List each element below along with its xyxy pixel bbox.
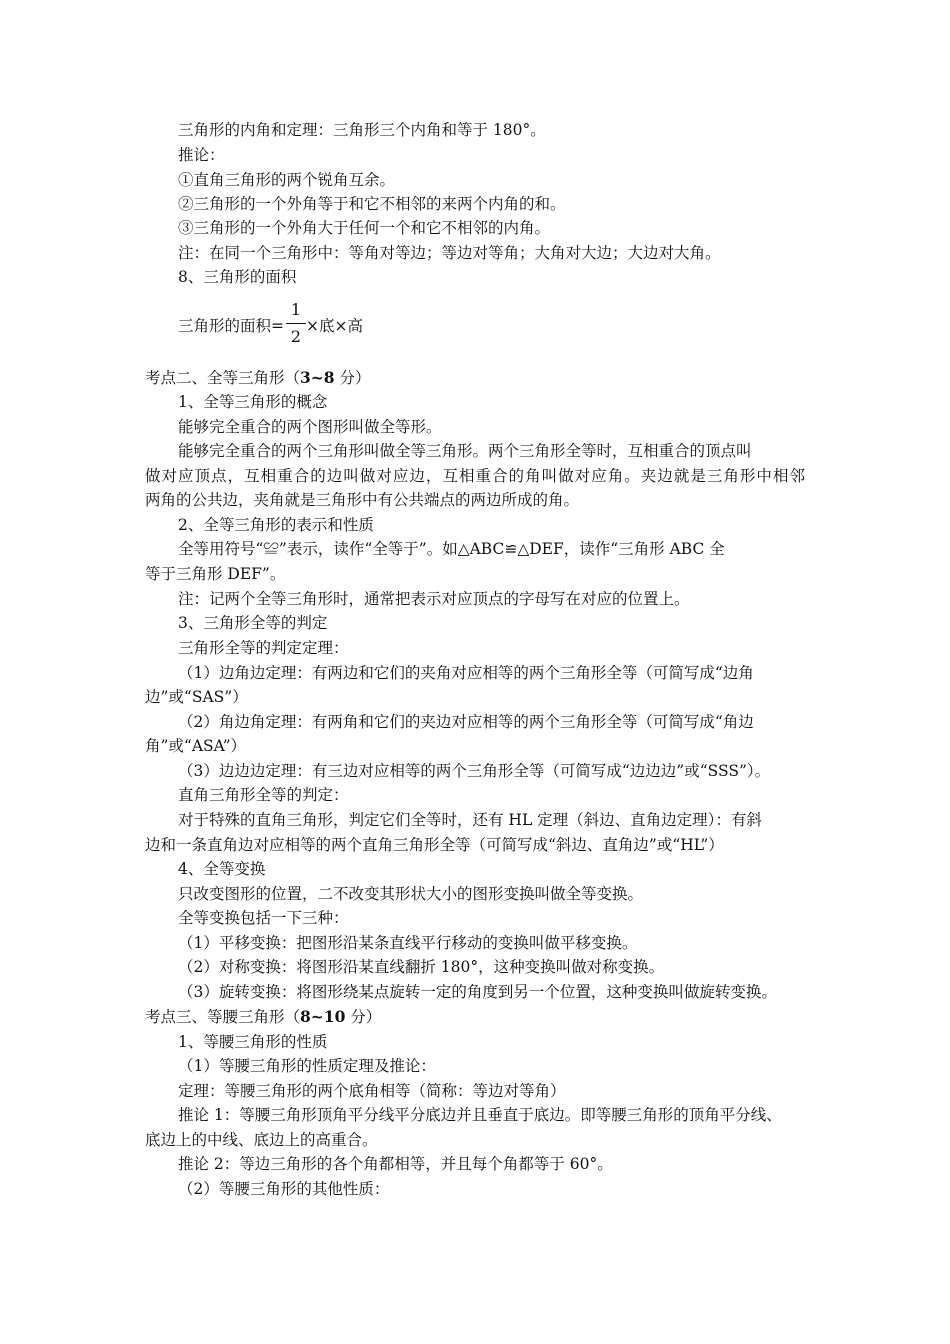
text-line: 4、全等变换 — [178, 860, 266, 878]
text-line: 角”或“ASA”） — [145, 737, 246, 755]
text-line: 对于特殊的直角三角形，判定它们全等时，还有 HL 定理（斜边、直角边定理）：有斜 — [178, 811, 762, 829]
text-line: 注：在同一个三角形中：等角对等边；等边对等角；大角对大边；大边对大角。 — [178, 244, 721, 262]
text-line: 1、全等三角形的概念 — [178, 393, 328, 411]
text-line: 2、全等三角形的表示和性质 — [178, 516, 374, 534]
text-line: 两角的公共边，夹角就是三角形中有公共端点的两边所成的角。 — [145, 491, 580, 509]
text-line: 边”或“SAS”） — [145, 688, 248, 706]
fraction-one-half — [286, 300, 306, 347]
text-line: 三角形全等的判定定理： — [178, 639, 349, 657]
text-line: 能够完全重合的两个图形叫做全等形。 — [178, 418, 442, 436]
section-heading-3: 考点三、等腰三角形（8~10 分） — [145, 1007, 382, 1026]
text-line: 能够完全重合的两个三角形叫做全等三角形。两个三角形全等时，互相重合的顶点叫 — [178, 442, 752, 460]
text-line: 边和一条直角边对应相等的两个直角三角形全等（可简写成“斜边、直角边”或“HL”） — [145, 836, 724, 854]
fraction-denominator: 2 — [290, 327, 302, 346]
text-line: （3）边边边定理：有三边对应相等的两个三角形全等（可简写成“边边边”或“SSS”）。 — [178, 762, 771, 780]
text-line: 8、三角形的面积 — [178, 268, 297, 286]
text-line: 1、等腰三角形的性质 — [178, 1033, 328, 1051]
text-line: 直角三角形全等的判定： — [178, 786, 349, 804]
text-line: （2）对称变换：将图形沿某直线翻折 180°，这种变换叫做对称变换。 — [178, 958, 665, 976]
text-line: 注：记两个全等三角形时，通常把表示对应顶点的字母写在对应的位置上。 — [178, 590, 690, 608]
fraction-bar — [286, 323, 306, 324]
text-line: （2）等腰三角形的其他性质： — [178, 1180, 390, 1198]
text-line: 底边上的中线、底边上的高重合。 — [145, 1131, 378, 1149]
section-heading-2: 考点二、全等三角形（3~8 分） — [145, 368, 371, 387]
text-line: 三角形的内角和定理：三角形三个内角和等于 180°。 — [178, 121, 546, 139]
text-line: 3、三角形全等的判定 — [178, 614, 328, 632]
text-line: ③三角形的一个外角大于任何一个和它不相邻的内角。 — [178, 219, 551, 237]
area-formula-suffix: ×底×高 — [306, 317, 363, 335]
text-line: 等于三角形 DEF”。 — [145, 565, 286, 583]
text-line: （3）旋转变换：将图形绕某点旋转一定的角度到另一个位置，这种变换叫做旋转变换。 — [178, 983, 777, 1001]
text-line: 推论 2：等边三角形的各个角都相等，并且每个角都等于 60°。 — [178, 1155, 613, 1173]
text-line: 推论： — [178, 146, 225, 164]
text-line: （1）等腰三角形的性质定理及推论： — [178, 1057, 436, 1075]
text-line: 定理：等腰三角形的两个底角相等（简称：等边对等角） — [178, 1082, 566, 1100]
text-line: 全等变换包括一下三种： — [178, 909, 349, 927]
text-line: （1）边角边定理：有两边和它们的夹角对应相等的两个三角形全等（可简写成“边角 — [178, 664, 754, 682]
text-line: 全等用符号“≌”表示，读作“全等于”。如△ABC≌△DEF，读作“三角形 ABC 全 — [178, 540, 725, 558]
text-line: 推论 1：等腰三角形顶角平分线平分底边并且垂直于底边。即等腰三角形的顶角平分线、 — [178, 1106, 782, 1124]
fraction-numerator: 1 — [290, 300, 302, 319]
text-line: ②三角形的一个外角等于和它不相邻的来两个内角的和。 — [178, 195, 566, 213]
text-line: 做对应顶点，互相重合的边叫做对应边，互相重合的角叫做对应角。夹边就是三角形中相邻 — [145, 467, 805, 485]
text-line: （1）平移变换：把图形沿某条直线平行移动的变换叫做平移变换。 — [178, 934, 638, 952]
text-line: ①直角三角形的两个锐角互余。 — [178, 171, 396, 189]
text-line: （2）角边角定理：有两角和它们的夹边对应相等的两个三角形全等（可简写成“角边 — [178, 713, 754, 731]
area-formula-prefix: 三角形的面积= — [178, 317, 284, 335]
text-line: 只改变图形的位置，二不改变其形状大小的图形变换叫做全等变换。 — [178, 885, 644, 903]
